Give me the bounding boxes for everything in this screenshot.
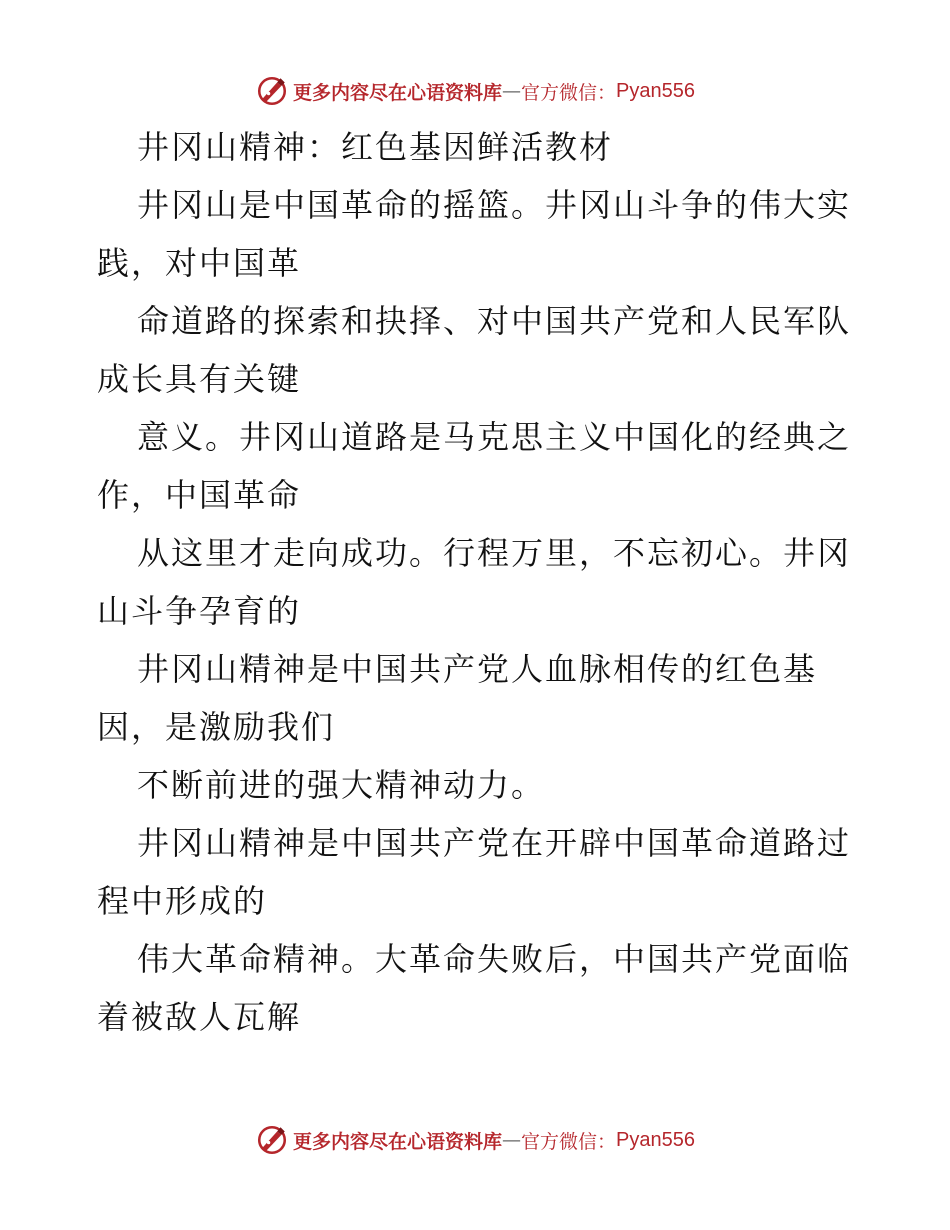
paragraph-line: 践，对中国革 <box>97 244 302 282</box>
paragraph-line: 命道路的探索和抉择、对中国共产党和人民军队 <box>137 302 852 340</box>
header-banner <box>0 71 950 111</box>
paragraph-line: 井冈山是中国革命的摇篮。井冈山斗争的伟大实 <box>137 186 852 224</box>
paragraph-line: 意义。井冈山道路是马克思主义中国化的经典之 <box>137 418 852 456</box>
pen-nib-logo-icon <box>255 1123 289 1157</box>
official-wechat-label: 官方微信： <box>521 81 617 104</box>
paragraph-line: 井冈山精神是中国共产党在开辟中国革命道路过 <box>137 824 852 862</box>
paragraph-line: 从这里才走向成功。行程万里，不忘初心。井冈 <box>137 534 852 572</box>
paragraph-line: 因，是激励我们 <box>97 708 336 746</box>
official-wechat-label: 官方微信： <box>521 1130 617 1153</box>
brand-text: 更多内容尽在心语资料库 <box>293 81 503 104</box>
wechat-id: Pyan556 <box>616 1128 695 1151</box>
footer-banner <box>0 1120 950 1160</box>
wechat-id: Pyan556 <box>616 79 695 102</box>
paragraph-line: 着被敌人瓦解 <box>97 998 302 1036</box>
paragraph-line: 山斗争孕育的 <box>97 592 302 630</box>
paragraph-line: 成长具有关键 <box>97 360 302 398</box>
document-body <box>97 118 867 1046</box>
paragraph-line: 井冈山精神是中国共产党人血脉相传的红色基 <box>137 650 818 688</box>
banner-separator: — <box>502 80 522 102</box>
document-title: 井冈山精神：红色基因鲜活教材 <box>137 128 614 166</box>
pen-nib-logo-icon <box>255 74 289 108</box>
paragraph-line: 不断前进的强大精神动力。 <box>137 766 546 804</box>
paragraph-line: 作，中国革命 <box>97 476 302 514</box>
banner-separator: — <box>502 1129 522 1151</box>
paragraph-line: 程中形成的 <box>97 882 268 920</box>
paragraph-line: 伟大革命精神。大革命失败后，中国共产党面临 <box>137 940 852 978</box>
brand-text: 更多内容尽在心语资料库 <box>293 1130 503 1153</box>
